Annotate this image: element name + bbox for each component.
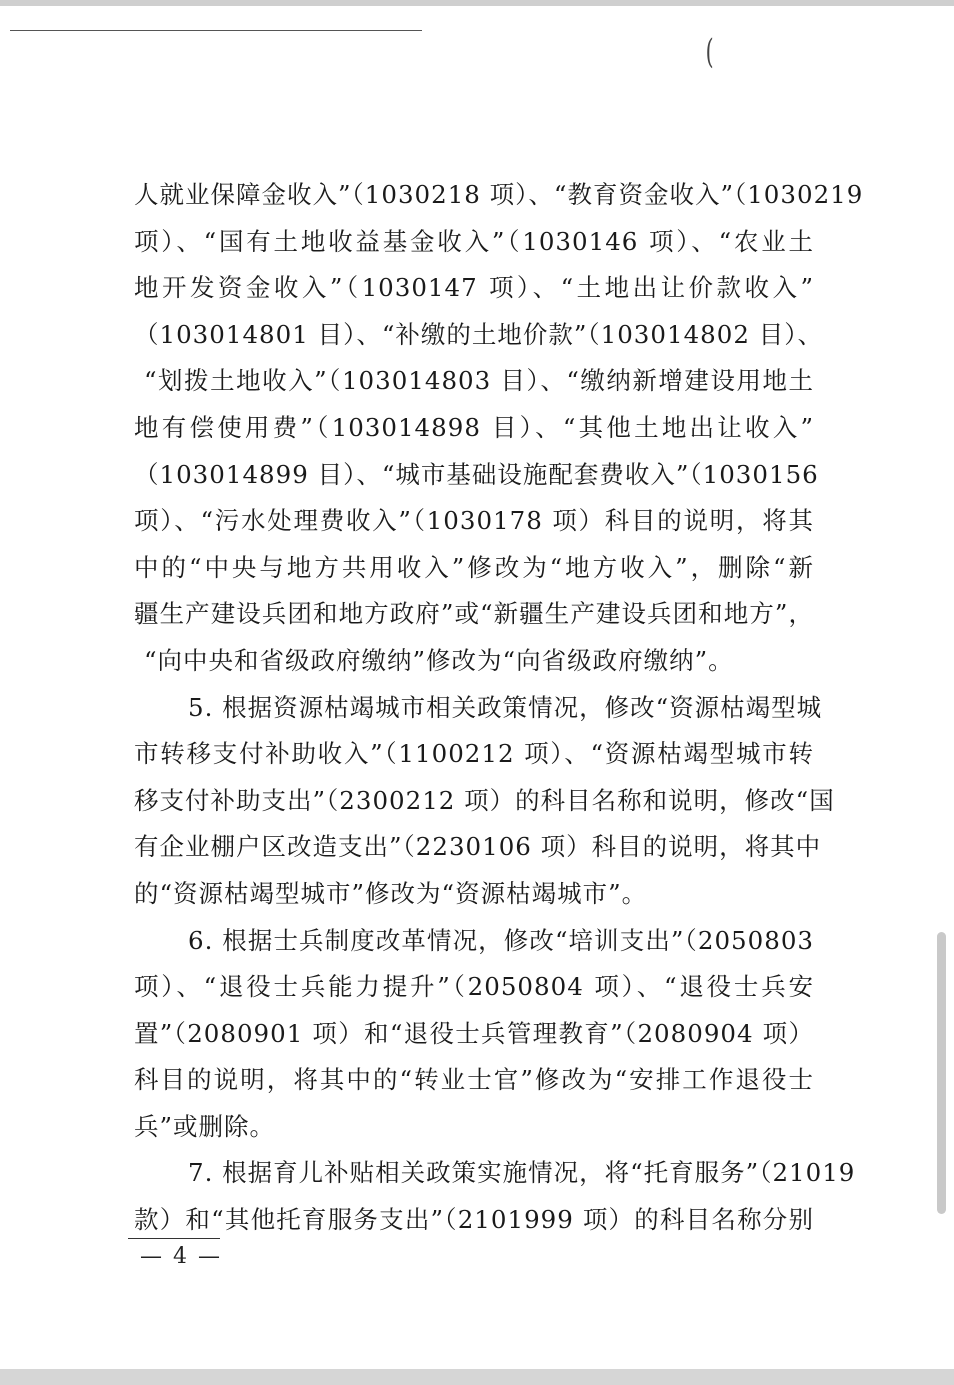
text-line: （103014801 目）、“补缴的土地价款”（103014802 目）、 (134, 319, 823, 349)
text-line: 地有偿使用费”（103014898 目）、“其他土地出让收入” (134, 412, 814, 442)
text-line: 科目的说明，将其中的“转业士官”修改为“安排工作退役士 (134, 1065, 814, 1095)
text-line: 的“资源枯竭型城市”修改为“资源枯竭城市”。 (134, 878, 648, 908)
document-body (134, 172, 864, 1244)
paragraph-7-start: 7. 根据育儿补贴相关政策实施情况，将“托育服务”（21019 (188, 1158, 856, 1188)
header-rule (10, 30, 422, 31)
text-line: 移支付补助支出”（2300212 项）的科目名称和说明，修改“国 (134, 785, 835, 815)
paragraph-5-start: 5. 根据资源枯竭城市相关政策情况，修改“资源枯竭型城 (188, 692, 823, 722)
text-line: 款）和“其他托育服务支出”（2101999 项）的科目名称分别 (134, 1205, 814, 1235)
text-line: 有企业棚户区改造支出”（2230106 项）科目的说明，将其中 (134, 832, 822, 862)
top-border-bar (0, 0, 954, 6)
text-line: 项）、“国有土地收益基金收入”（1030146 项）、“农业土 (134, 226, 814, 256)
footer-underline (128, 1238, 220, 1239)
text-line: “向中央和省级政府缴纳”修改为“向省级政府缴纳”。 (144, 645, 734, 675)
text-line: 置”（2080901 项）和“退役士兵管理教育”（2080904 项） (134, 1018, 814, 1048)
text-line: 人就业保障金收入”（1030218 项）、“教育资金收入”（1030219 (134, 180, 864, 209)
page-number: — 4 — (140, 1244, 222, 1269)
text-line: 疆生产建设兵团和地方政府”或“新疆生产建设兵团和地方”， (134, 599, 814, 629)
margin-bracket-mark: ( (705, 32, 714, 72)
text-line: 项）、“退役士兵能力提升”（2050804 项）、“退役士兵安 (134, 972, 814, 1002)
text-line: 地开发资金收入”（1030147 项）、“土地出让价款收入” (134, 273, 814, 303)
text-line: “划拨土地收入”（103014803 目）、“缴纳新增建设用地土 (144, 366, 814, 396)
bottom-border-bar (0, 1369, 954, 1385)
text-line: 项）、“污水处理费收入”（1030178 项）科目的说明，将其 (134, 506, 814, 536)
text-line: （103014899 目）、“城市基础设施配套费收入”（1030156 (134, 459, 819, 489)
paragraph-6-start: 6. 根据士兵制度改革情况，修改“培训支出”（2050803 (188, 925, 814, 955)
scrollbar-thumb[interactable] (937, 932, 946, 1214)
text-line: 兵”或删除。 (134, 1111, 276, 1141)
text-line: 市转移支付补助收入”（1100212 项）、“资源枯竭型城市转 (134, 739, 814, 769)
text-line: 中的“中央与地方共用收入”修改为“地方收入”，删除“新 (134, 552, 814, 582)
